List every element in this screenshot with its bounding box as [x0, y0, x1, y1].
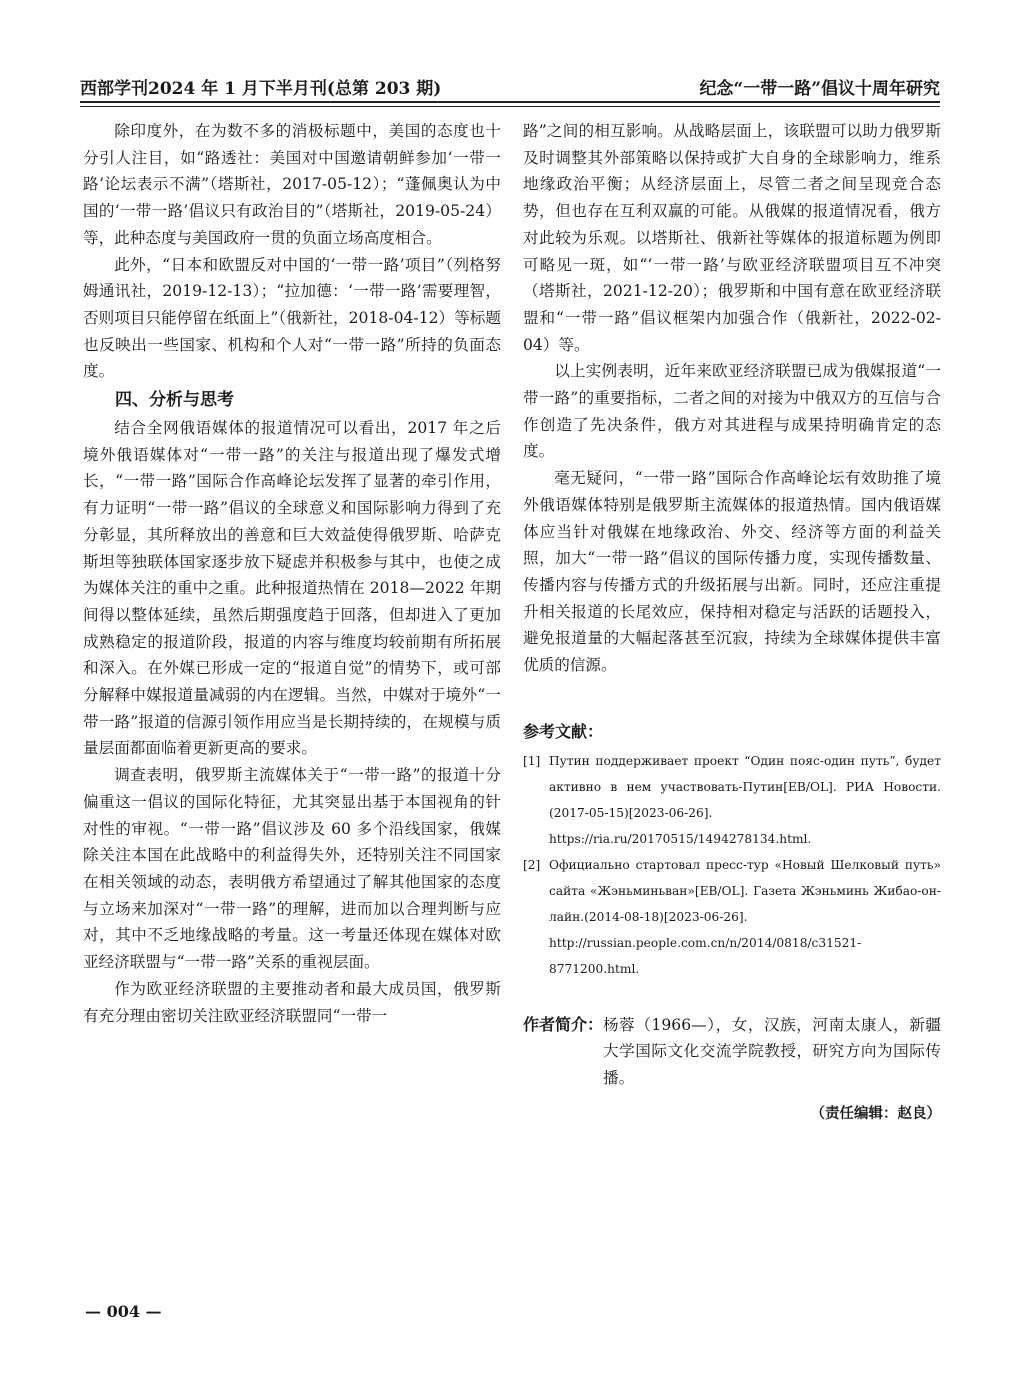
running-header [80, 68, 940, 102]
author-bio-text: 杨蓉（1966—），女，汉族，河南太康人，新疆大学国际文化交流学院教授，研究方向为国际传播。 [603, 1015, 941, 1088]
body-paragraph: 除印度外，在为数不多的消极标题中，美国的态度也十分引人注目，如“路透社：美国对中国邀请朝鲜参加‘一带一路’论坛表示不满”（塔斯社，2017-05-12）；“蓬佩奥认为中国的‘一带一路’倡议只有政治目的”（塔斯社，2019-05-24）等，此种态度与美国政府一贯的负面立场高度相合。 [83, 122, 501, 247]
body-paragraph: 毫无疑问，“一带一路”国际合作高峰论坛有效助推了境外俄语媒体特别是俄罗斯主流媒体的报道热情。国内俄语媒体应当针对俄媒在地缘政治、外交、经济等方面的利益关照，加大“一带一路”倡议的国际传播力度，实现传播数量、传播内容与传播方式的升级拓展与出新。同时，还应注重提升相关报道的长尾效应，保持相对稳定与活跃的话题投入，避免报道量的大幅起落甚至沉寂，持续为全球媒体提供丰富优质的信源。 [523, 469, 941, 675]
section-header: 纪念“一带一路”倡议十周年研究 [699, 79, 940, 99]
body-paragraph: 路”之间的相互影响。从战略层面上，该联盟可以助力俄罗斯及时调整其外部策略以保持或扩大自身的全球影响力，维系地缘政治平衡；从经济层面上，尽管二者之间呈现竞合态势，但也存在互利双赢的可能。从俄媒的报道情况看，俄方对此较为乐观。以塔斯社、俄新社等媒体的报道标题为例即可略见一斑，如“‘一带一路’与欧亚经济联盟项目互不冲突（塔斯社，2021-12-20）；俄罗斯和中国有意在欧亚经济联盟和“一带一路”倡议框架内加强合作（俄新社，2022-02-04）等。 [523, 122, 941, 354]
reference-item [523, 748, 941, 852]
reference-number: [2] [523, 857, 541, 872]
references-title: 参考文献： [523, 721, 604, 741]
page-number: — 004 — [85, 1302, 162, 1321]
responsible-editor: （责任编辑：赵良） [810, 1105, 941, 1122]
reference-text: Официально стартовал пресс-тур «Новый Шелковый путь» сайта «Жэньминьван»[EB/OL]. Газета Жэньминь Жибао-он-лайн.(2014-08-18)[2023-06-26]. http://russian.people.com.cn/n/2014/0818/c31521-8771200.html. [549, 857, 941, 976]
journal-issue-header: 西部学刊2024 年 1 月下半月刊(总第 203 期) [80, 79, 442, 99]
author-bio [523, 1012, 941, 1092]
header-rule-thin [80, 106, 940, 107]
left-column [83, 118, 501, 1029]
right-column [523, 118, 941, 1123]
body-paragraph: 结合全网俄语媒体的报道情况可以看出，2017 年之后境外俄语媒体对“一带一路”的关注与报道出现了爆发式增长，“一带一路”国际合作高峰论坛发挥了显著的牵引作用，有力证明“一带一路”倡议的全球意义和国际影响力得到了充分彰显，其所释放出的善意和巨大效益使得俄罗斯、哈萨克斯坦等独联体国家逐步放下疑虑并积极参与其中，也使之成为媒体关注的重中之重。此种报道热情在 2018—2022 年期间得以整体延续，虽然后期强度趋于回落，但却进入了更加成熟稳定的报道阶段，报道的内容与维度均较前期有所拓展和深入。在外媒已形成一定的“报道自觉”的情势下，或可部分解释中媒报道量减弱的内在逻辑。当然，中媒对于境外“一带一路”报道的信源引领作用应当是长期持续的，在规模与质量层面都面临着更新更高的要求。 [83, 419, 501, 758]
body-paragraph: 以上实例表明，近年来欧亚经济联盟已成为俄媒报道“一带一路”的重要指标，二者之间的对接为中俄双方的互信与合作创造了先决条件，俄方对其进程与成果持明确肯定的态度。 [523, 362, 941, 461]
section-heading: 四、分析与思考 [115, 390, 234, 411]
author-bio-label: 作者简介： [523, 1014, 604, 1034]
body-paragraph: 作为欧亚经济联盟的主要推动者和最大成员国，俄罗斯有充分理由密切关注欧亚经济联盟同“一带一 [83, 979, 501, 1025]
reference-number: [1] [523, 753, 541, 768]
header-rule [80, 101, 940, 103]
reference-item [523, 852, 941, 982]
body-paragraph: 调查表明，俄罗斯主流媒体关于“一带一路”的报道十分偏重这一倡议的国际化特征，尤其突显出基于本国视角的针对性的审视。“一带一路”倡议涉及 60 多个沿线国家，俄媒除关注本国在此战略中的利益得失外，还特别关注不同国家在相关领域的动态，表明俄方希望通过了解其他国家的态度与立场来加深对“一带一路”的理解，进而加以合理判断与应对，其中不乏地缘战略的考量。这一考量还体现在媒体对欧亚经济联盟与“一带一路”关系的重视层面。 [83, 766, 501, 972]
body-paragraph: 此外，“日本和欧盟反对中国的‘一带一路’项目”（列格努姆通讯社，2019-12-13）；“拉加德：‘一带一路’需要理智，否则项目只能停留在纸面上”（俄新社，2018-04-12）等标题也反映出一些国家、机构和个人对“一带一路”所持的负面态度。 [83, 255, 501, 381]
reference-text: Путин поддерживает проект “Один пояс-один путь”, будет активно в нем участвовать-Путин[EB/OL]. РИА Новости.(2017-05-15)[2023-06-26]. https://ria.ru/20170515/1494278134.html. [549, 753, 941, 846]
